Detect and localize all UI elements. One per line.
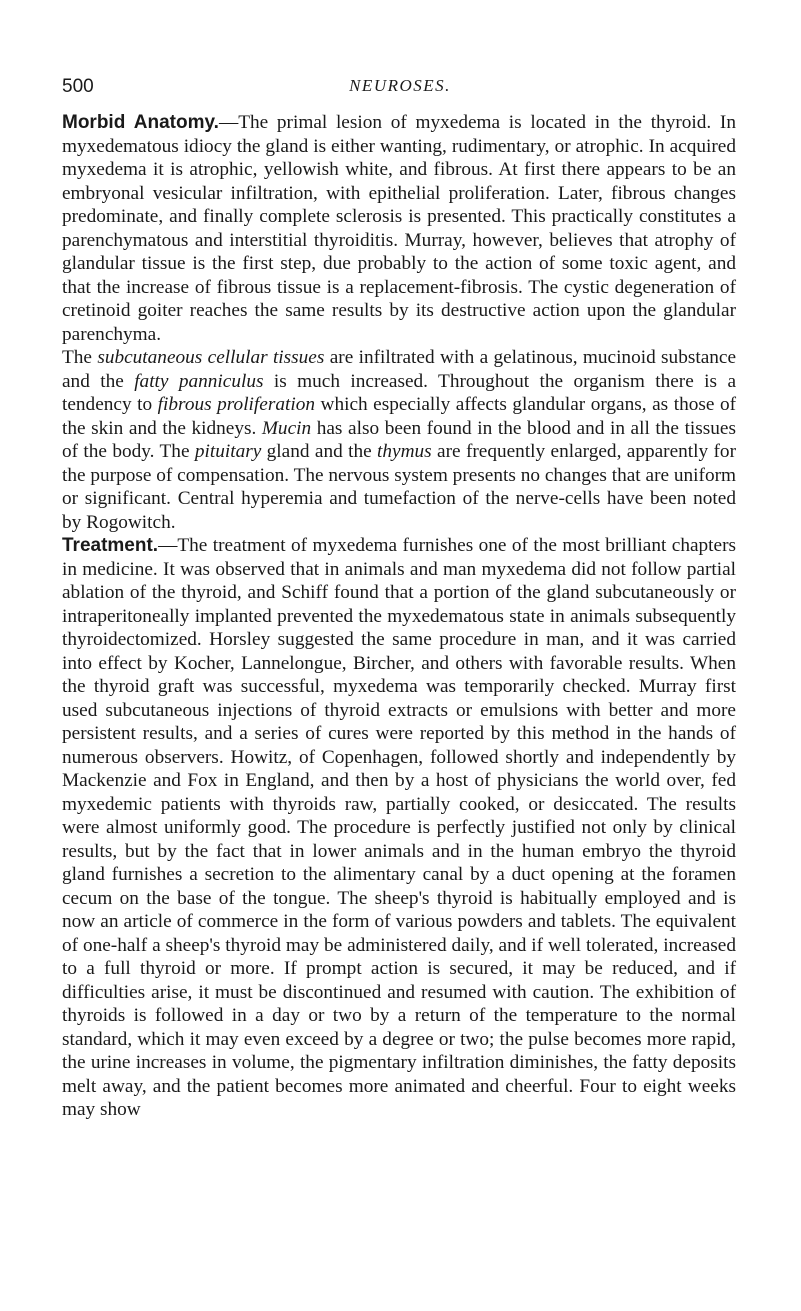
text-run: has also been found in the blood and in all the tissues of the body. The (62, 417, 736, 462)
running-title: NEUROSES. (349, 76, 451, 95)
emphasis-subcutaneous: subcutaneous cellular tissues (97, 347, 325, 368)
emphasis-pituitary: pituitary (194, 441, 262, 462)
text-run: The (62, 347, 98, 368)
body-text (62, 111, 736, 1122)
emphasis-fibrous: fibrous proliferation (157, 394, 315, 415)
treatment-heading: Treatment. (62, 535, 159, 556)
morbid-anatomy-paragraph (62, 111, 736, 346)
morbid-anatomy-heading: Morbid Anatomy. (62, 112, 219, 133)
subcutaneous-paragraph (62, 346, 736, 534)
emphasis-panniculus: fatty panniculus (134, 370, 264, 392)
page-number: 500 (62, 76, 94, 97)
emphasis-thymus: thymus (377, 441, 432, 462)
text-run: is much increased. Throughout the organism there is a tendency to (62, 370, 736, 415)
text-run: are infiltrated with a gelatinous, mucinoid substance and the (62, 347, 737, 392)
running-head (62, 76, 738, 102)
treatment-text: —The treatment of myxedema furnishes one of the most brilliant chapters in medicine. It was observed that in animals and man myxedema did not follow partial ablation of the thyroid, and Schiff found that a portion of the gland subcutaneously or intraperitoneally implanted prevented the myxedematous state in animals subsequently thyroidectomized. Horsley suggested the same procedure in man, and it was carried into effect by Kocher, Lannelongue, Bircher, and others with favorable results. When the thyroid graft was successful, myxedema was temporarily checked. Murray first used subcutaneous injections of thyroid extracts or emulsions with better and more persistent results, and a series of cures were reported by this method in the hands of numerous observers. Howitz, of Copenhagen, followed shortly and independently by Mackenzie and Fox in England, and then by a host of physicians the world over, fed myxedemic patients with thyroids raw, partially cooked, or desiccated. The results were almost uniformly good. The procedure is perfectly justified not only by clinical results, but by the fact that in lower animals and in the human embryo the thyroid gland furnishes a secretion to the alimentary canal by a duct opening at the foramen cecum on the base of the tongue. The sheep's thyroid is habitually employed and is now an article of commerce in the form of various powders and tablets. The equivalent of one-half a sheep's thyroid may be administered daily, and if well tolerated, increased to a full thyroid or more. If prompt action is secured, it may be reduced, and if difficulties arise, it must be discontinued and resumed with caution. The exhibition of thyroids is followed in a day or two by a return of the temperature to the normal standard, which it may even exceed by a degree or two; the pulse becomes more rapid, the urine increases in volume, the pigmentary infiltration diminishes, the fatty deposits melt away, and the patient becomes more animated and cheerful. Four to eight weeks may show (62, 535, 736, 1120)
treatment-paragraph (62, 534, 736, 1122)
text-run: gland and the (261, 441, 378, 462)
emphasis-mucin: Mucin (261, 417, 312, 439)
text-run: are frequently enlarged, apparently for the purpose of compensation. The nervous system presents no changes that are uniform or significant. Central hyperemia and tumefaction of the nerve-cells have been noted by Rogowitch. (62, 441, 736, 533)
text-run: which especially affects glandular organs, as those of the skin and the kidneys. (62, 394, 737, 439)
morbid-anatomy-text: —The primal lesion of myxedema is located in the thyroid. In myxedematous idiocy the gland is either wanting, rudimentary, or atrophic. In acquired myxedema it is atrophic, yellowish white, and fibrous. At first there appears to be an embryonal vesicular infiltration, with epithelial proliferation. Later, fibrous changes predominate, and finally complete sclerosis is presented. This practically constitutes a parenchymatous and interstitial thyroiditis. Murray, however, believes that atrophy of glandular tissue is the first step, due probably to the action of some toxic agent, and that the increase of fibrous tissue is a replacement-fibrosis. The cystic degeneration of cretinoid goiter reaches the same results by its destructive action upon the glandular parenchyma. (62, 112, 736, 345)
